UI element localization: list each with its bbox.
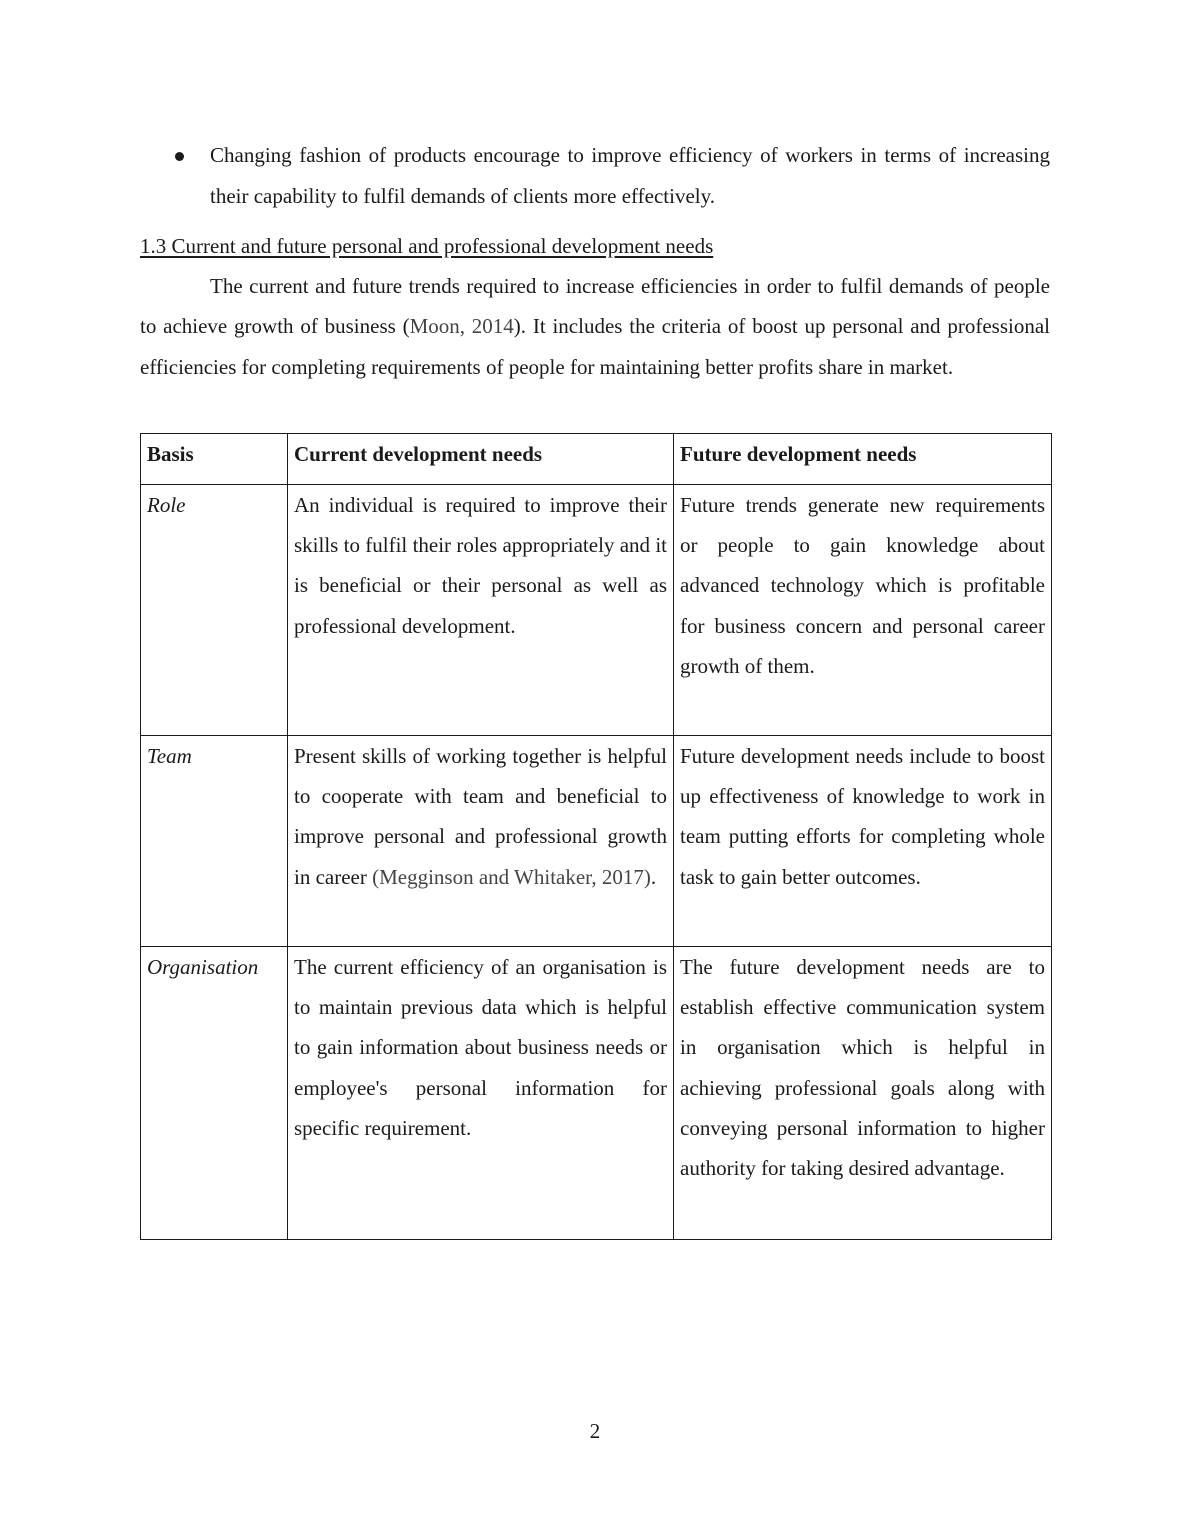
basis-cell-organisation: Organisation (141, 947, 288, 1240)
bullet-item (140, 135, 1050, 216)
header-basis: Basis (141, 434, 288, 485)
table-row (141, 736, 1052, 947)
section-heading: 1.3 Current and future personal and professional development needs (140, 234, 714, 258)
table-row (141, 485, 1052, 736)
header-future-needs: Future development needs (674, 434, 1052, 485)
current-needs-text-end: . (650, 864, 657, 889)
table-row (141, 947, 1052, 1240)
development-needs-table (140, 433, 1052, 1240)
bullet-point-icon (175, 152, 184, 161)
section-paragraph (140, 266, 1050, 387)
current-needs-citation: (Megginson and Whitaker, 2017) (372, 864, 651, 889)
current-needs-cell: An individual is required to improve their skills to fulfil their roles appropriately and it is beneficial or their personal as well as professional development. (288, 485, 674, 736)
basis-cell-role: Role (141, 485, 288, 736)
bullet-list (140, 135, 1050, 216)
table-header-row (141, 434, 1052, 485)
bullet-text: Changing fashion of products encourage to improve efficiency of workers in terms of increasing their capability to fulfil demands of clients more effectively. (210, 143, 1050, 208)
future-needs-cell: Future development needs include to boost up effectiveness of knowledge to work in team putting efforts for completing whole task to gain better outcomes. (674, 736, 1052, 947)
current-needs-cell (288, 736, 674, 947)
basis-cell-team: Team (141, 736, 288, 947)
header-current-needs: Current development needs (288, 434, 674, 485)
paragraph-citation: Moon, 2014 (409, 314, 514, 339)
paragraph-text-start: The current and future trends required to increase efficiencies in order to fulfil demands of people to achieve growth of business ( (140, 274, 1050, 339)
current-needs-text: Present skills of working together is helpful to cooperate with team and beneficial to improve personal and professional growth in career (294, 744, 667, 889)
future-needs-cell: The future development needs are to establish effective communication system in organisation which is helpful in achieving professional goals along with conveying personal information to higher authority for taking desired advantage. (674, 947, 1052, 1240)
future-needs-cell: Future trends generate new requirements or people to gain knowledge about advanced technology which is profitable for business concern and personal career growth of them. (674, 485, 1052, 736)
page-number: 2 (589, 1419, 601, 1443)
paragraph-text-end: ). It includes the criteria of boost up personal and professional efficiencies for completing requirements of people for maintaining better profits share in market. (140, 314, 1050, 379)
current-needs-cell: The current efficiency of an organisation is to maintain previous data which is helpful to gain information about business needs or employee's personal information for specific requirement. (288, 947, 674, 1240)
